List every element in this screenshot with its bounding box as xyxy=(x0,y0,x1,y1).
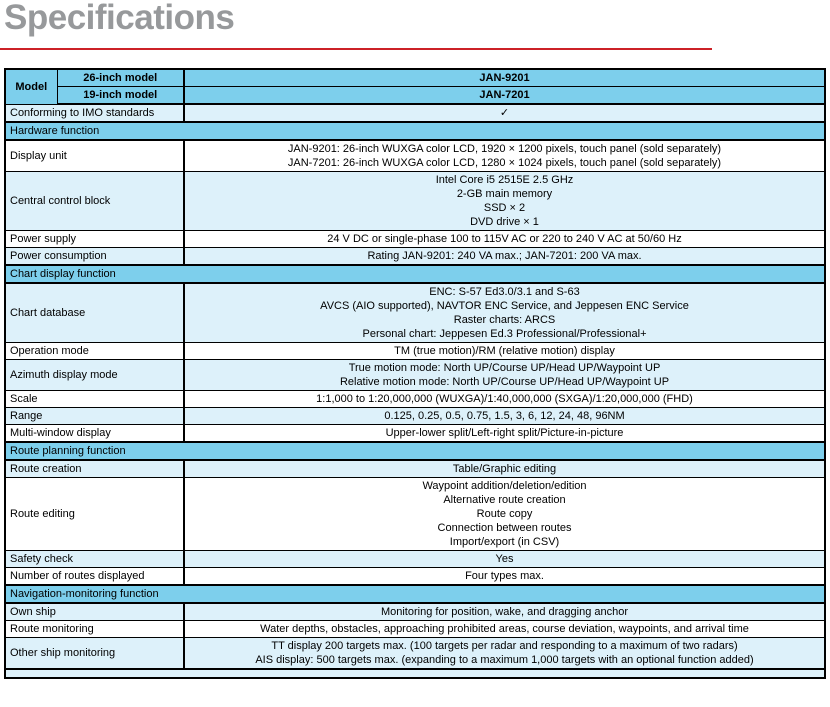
spec-value-line: DVD drive × 1 xyxy=(470,216,539,228)
spec-value-line: AVCS (AIO supported), NAVTOR ENC Service, and Jeppesen ENC Service xyxy=(320,300,689,312)
spec-row-value xyxy=(184,478,825,551)
spec-row-label: Number of routes displayed xyxy=(5,568,184,586)
spec-row-value xyxy=(184,140,825,172)
model-size-cell: 19-inch model xyxy=(57,87,184,105)
spec-value-line: Water depths, obstacles, approaching prohibited areas, course deviation, waypoints, and arrival time xyxy=(260,623,749,635)
model-size-cell: 26-inch model xyxy=(57,69,184,87)
spec-value-line: Table/Graphic editing xyxy=(452,463,557,475)
spec-value-line: ✓ xyxy=(499,107,510,119)
spec-row-label: Range xyxy=(5,408,184,425)
table-header-row xyxy=(5,69,825,87)
spec-row-label: Chart database xyxy=(5,283,184,343)
spec-row-label: Central control block xyxy=(5,172,184,231)
spec-row-value xyxy=(184,425,825,443)
spec-value-line: Intel Core i5 2515E 2.5 GHz xyxy=(435,174,574,186)
section-header-label: Route planning function xyxy=(5,442,825,460)
spec-row-value xyxy=(184,391,825,408)
spec-value-line: JAN-7201: 26-inch WUXGA color LCD, 1280 × 1024 pixels, touch panel (sold separately) xyxy=(287,157,722,169)
spec-row xyxy=(5,248,825,266)
spec-row-label: Safety check xyxy=(5,551,184,568)
spec-row xyxy=(5,391,825,408)
spec-value-line: Alternative route creation xyxy=(443,494,566,506)
spec-value-line: SSD × 2 xyxy=(483,202,526,214)
spec-row-value xyxy=(184,568,825,586)
spec-value-line: Relative motion mode: North UP/Course UP/Head UP/Waypoint UP xyxy=(339,376,670,388)
spec-row-value xyxy=(184,638,825,670)
spec-row-value xyxy=(184,408,825,425)
spec-row-label: Power supply xyxy=(5,231,184,248)
spec-row-label: Route monitoring xyxy=(5,621,184,638)
spec-value-line: Import/export (in CSV) xyxy=(449,536,560,548)
spec-value-line: Four types max. xyxy=(465,570,544,582)
table-header-row xyxy=(5,87,825,105)
spec-row xyxy=(5,343,825,360)
section-header-label: Chart display function xyxy=(5,265,825,283)
spec-value-line: JAN-9201: 26-inch WUXGA color LCD, 1920 × 1200 pixels, touch panel (sold separately) xyxy=(287,143,722,155)
spec-row xyxy=(5,425,825,443)
spec-value-line: AIS display: 500 targets max. (expanding to a maximum 1,000 targets with an optional function added) xyxy=(255,654,754,666)
section-header-label: Hardware function xyxy=(5,122,825,140)
model-name-cell: JAN-7201 xyxy=(184,87,825,105)
section-header-row xyxy=(5,585,825,603)
spec-value-line: 24 V DC or single-phase 100 to 115V AC or 220 to 240 V AC at 50/60 Hz xyxy=(327,233,682,245)
spec-row xyxy=(5,603,825,621)
spec-row xyxy=(5,231,825,248)
spec-row-label: Route editing xyxy=(5,478,184,551)
spec-row-value xyxy=(184,231,825,248)
spec-row xyxy=(5,140,825,172)
spec-row-value xyxy=(184,283,825,343)
spec-value-line: Waypoint addition/deletion/edition xyxy=(422,480,587,492)
spec-value-line: 1:1,000 to 1:20,000,000 (WUXGA)/1:40,000,000 (SXGA)/1:20,000,000 (FHD) xyxy=(316,393,693,405)
spec-row-label: Operation mode xyxy=(5,343,184,360)
spec-value-line: Monitoring for position, wake, and dragging anchor xyxy=(380,606,629,618)
cutoff-cell xyxy=(5,669,825,678)
spec-row-value xyxy=(184,104,825,122)
spec-value-line: ENC: S-57 Ed3.0/3.1 and S-63 xyxy=(429,286,580,298)
spec-row-label: Multi-window display xyxy=(5,425,184,443)
spec-row xyxy=(5,638,825,670)
spec-value-line: Rating JAN-9201: 240 VA max.; JAN-7201: 200 VA max. xyxy=(367,250,642,262)
section-header-row xyxy=(5,265,825,283)
spec-row-value xyxy=(184,621,825,638)
spec-row-label: Own ship xyxy=(5,603,184,621)
spec-row-label: Route creation xyxy=(5,460,184,478)
section-header-label: Navigation-monitoring function xyxy=(5,585,825,603)
spec-row xyxy=(5,360,825,391)
spec-value-line: Route copy xyxy=(476,508,533,520)
spec-value-line: TM (true motion)/RM (relative motion) display xyxy=(394,345,615,357)
spec-value-line: Raster charts: ARCS xyxy=(453,314,556,326)
spec-row-value xyxy=(184,551,825,568)
spec-value-line: Yes xyxy=(495,553,514,565)
specifications-table xyxy=(4,68,826,679)
spec-value-line: Connection between routes xyxy=(437,522,572,534)
spec-row xyxy=(5,408,825,425)
spec-row xyxy=(5,568,825,586)
spec-row-label: Display unit xyxy=(5,140,184,172)
page-title: Specifications xyxy=(4,0,235,37)
spec-row-label: Conforming to IMO standards xyxy=(5,104,184,122)
spec-row-value xyxy=(184,343,825,360)
spec-row-label: Azimuth display mode xyxy=(5,360,184,391)
spec-row-label: Other ship monitoring xyxy=(5,638,184,670)
section-header-row xyxy=(5,122,825,140)
spec-row xyxy=(5,104,825,122)
spec-row xyxy=(5,621,825,638)
model-label-cell: Model xyxy=(5,69,57,104)
section-header-row xyxy=(5,442,825,460)
spec-value-line: 0.125, 0.25, 0.5, 0.75, 1.5, 3, 6, 12, 24, 48, 96NM xyxy=(384,410,625,422)
spec-row-value xyxy=(184,172,825,231)
spec-row xyxy=(5,551,825,568)
spec-row xyxy=(5,172,825,231)
title-underline-rule xyxy=(0,48,712,50)
spec-value-line: Personal chart: Jeppesen Ed.3 Professional/Professional+ xyxy=(362,328,647,340)
spec-row xyxy=(5,283,825,343)
spec-row-value xyxy=(184,603,825,621)
spec-value-line: 2-GB main memory xyxy=(456,188,553,200)
cutoff-row xyxy=(5,669,825,678)
spec-row-label: Power consumption xyxy=(5,248,184,266)
spec-value-line: Upper-lower split/Left-right split/Picture-in-picture xyxy=(385,427,624,439)
spec-row xyxy=(5,478,825,551)
spec-value-line: True motion mode: North UP/Course UP/Head UP/Waypoint UP xyxy=(348,362,661,374)
spec-row xyxy=(5,460,825,478)
spec-value-line: TT display 200 targets max. (100 targets per radar and responding to a maximum of two radars) xyxy=(271,640,738,652)
spec-row-label: Scale xyxy=(5,391,184,408)
spec-row-value xyxy=(184,360,825,391)
spec-row-value xyxy=(184,460,825,478)
model-name-cell: JAN-9201 xyxy=(184,69,825,87)
spec-row-value xyxy=(184,248,825,266)
